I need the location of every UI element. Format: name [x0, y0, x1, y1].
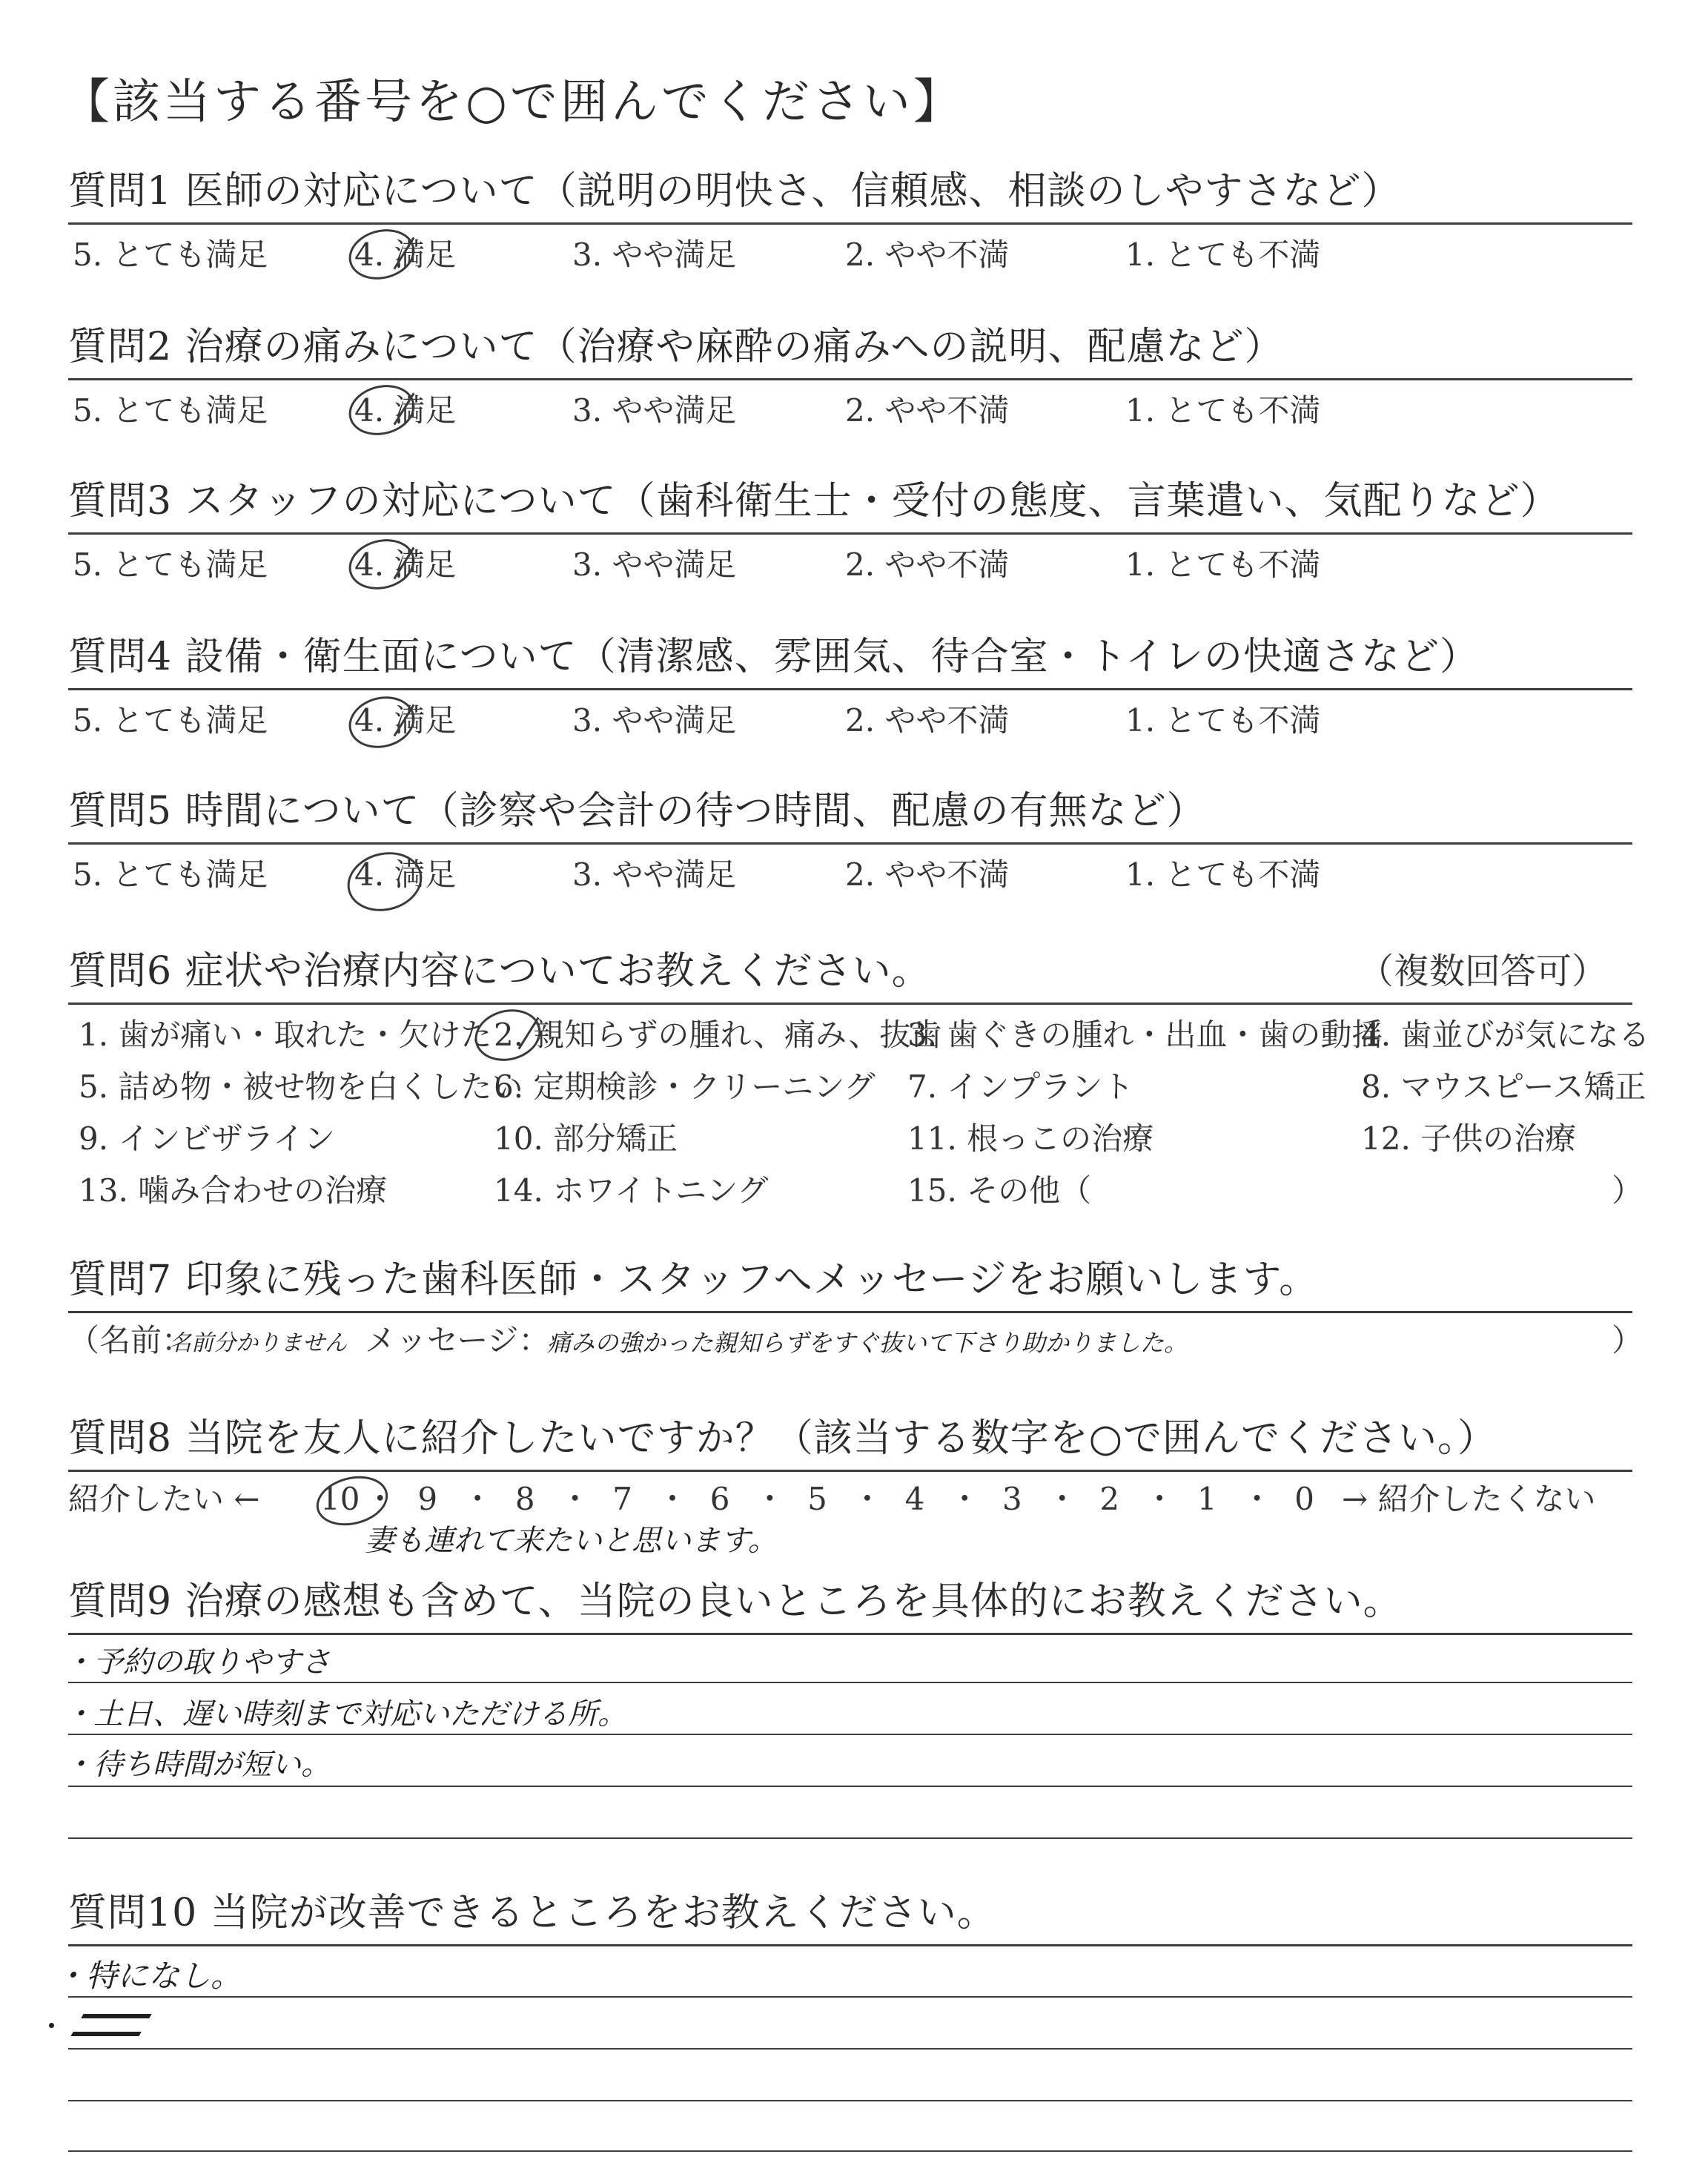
scale-separator: ・: [1144, 1481, 1176, 1517]
divider: [68, 688, 1632, 690]
question-3: [68, 472, 1632, 598]
q5-option-2[interactable]: 2. やや不満: [845, 856, 1010, 893]
divider: [68, 1003, 1632, 1005]
divider: [68, 1944, 1632, 1946]
name-handwritten[interactable]: 名前分かりません: [169, 1330, 347, 1356]
recommend-left-label: 紹介したい ←: [68, 1481, 260, 1517]
question-1: [68, 162, 1632, 288]
q6-option-2[interactable]: 2. 親知らずの腫れ、痛み、抜歯: [494, 1017, 942, 1053]
answer-line-1[interactable]: ・予約の取りやすさ: [64, 1645, 331, 1680]
q6-option-9[interactable]: 9. インビザライン: [79, 1120, 336, 1157]
question-9-heading: 質問9 治療の感想も含めて、当院の良いところを具体的にお教えください。: [68, 1579, 1403, 1624]
q1-option-3[interactable]: 3. やや満足: [572, 237, 737, 273]
q5-option-1[interactable]: 1. とても不満: [1125, 856, 1321, 893]
q3-option-2[interactable]: 2. やや不満: [845, 546, 1010, 583]
q5-option-4[interactable]: 4. 満足: [354, 856, 457, 893]
scale-separator: ・: [657, 1481, 689, 1517]
recommend-score-7[interactable]: 7: [612, 1481, 633, 1517]
q5-option-3[interactable]: 3. やや満足: [572, 856, 737, 893]
question-2-heading: 質問2 治療の痛みについて（治療や麻酔の痛みへの説明、配慮など）: [68, 325, 1284, 369]
q3-option-1[interactable]: 1. とても不満: [1125, 546, 1321, 583]
question-9: [64, 1572, 1632, 1854]
bullet-dot: [49, 2023, 54, 2028]
question-10-heading: 質問10 当院が改善できるところをお教えください。: [68, 1891, 996, 1935]
recommend-score-9[interactable]: 9: [417, 1481, 438, 1517]
recommend-right-label: → 紹介したくない: [1342, 1481, 1596, 1517]
answer-line-3[interactable]: ・待ち時間が短い。: [64, 1748, 331, 1782]
q6-option-4[interactable]: 4. 歯並びが気になる: [1361, 1017, 1650, 1053]
divider: [68, 1311, 1632, 1313]
scale-separator: ・: [949, 1481, 981, 1517]
q6-option-8[interactable]: 8. マウスピース矯正: [1361, 1069, 1646, 1105]
q2-option-3[interactable]: 3. やや満足: [572, 392, 737, 429]
scale-separator: ・: [1241, 1481, 1273, 1517]
divider: [68, 222, 1632, 225]
answer-rule: [68, 1996, 1632, 1998]
question-2: [68, 317, 1632, 443]
question-8: [68, 1409, 1632, 1557]
q6-option-12[interactable]: 12. 子供の治療: [1361, 1120, 1577, 1157]
answer-rule: [68, 1786, 1632, 1787]
form-instruction: 【該当する番号を○で囲んでください】: [62, 75, 964, 130]
q6-option-15-close: ）: [1612, 1172, 1644, 1209]
divider: [68, 1470, 1632, 1472]
q6-option-15[interactable]: 15. その他（: [907, 1172, 1092, 1209]
recommend-score-1[interactable]: 1: [1196, 1481, 1217, 1517]
q6-option-3[interactable]: 3. 歯ぐきの腫れ・出血・歯の動揺: [907, 1017, 1383, 1053]
message-close: ）: [1612, 1322, 1644, 1358]
q4-option-3[interactable]: 3. やや満足: [572, 702, 737, 739]
divider: [68, 532, 1632, 535]
question-7: [68, 1250, 1644, 1361]
q1-option-1[interactable]: 1. とても不満: [1125, 237, 1321, 273]
q1-option-5[interactable]: 5. とても満足: [73, 237, 268, 273]
recommend-score-6[interactable]: 6: [709, 1481, 730, 1517]
question-6: [68, 942, 1650, 1216]
name-label: （名前：: [68, 1322, 193, 1358]
question-6-heading: 質問6 症状や治療内容についてお教えください。: [68, 949, 931, 994]
q1-option-4[interactable]: 4. 満足: [354, 237, 457, 273]
scale-separator: ・: [754, 1481, 786, 1517]
question-5-heading: 質問5 時間について（診察や会計の待つ時間、配慮の有無など）: [68, 789, 1206, 833]
q2-option-5[interactable]: 5. とても満足: [73, 392, 268, 429]
question-1-heading: 質問1 医師の対応について（説明の明快さ、信頼感、相談のしやすさなど）: [68, 169, 1401, 214]
recommend-comment[interactable]: 妻も連れて来たいと思います。: [365, 1524, 778, 1558]
message-label: メッセージ：: [365, 1322, 550, 1358]
recommend-score-2[interactable]: 2: [1099, 1481, 1120, 1517]
scale-separator: ・: [364, 1481, 396, 1517]
multiple-answers-note: （複数回答可）: [1358, 951, 1608, 992]
q6-option-5[interactable]: 5. 詰め物・被せ物を白くしたい: [79, 1069, 523, 1105]
q2-option-1[interactable]: 1. とても不満: [1125, 392, 1321, 429]
answer-rule: [68, 1837, 1632, 1839]
question-8-heading: 質問8 当院を友人に紹介したいですか？（該当する数字を○で囲んでください。）: [68, 1416, 1497, 1461]
message-handwritten[interactable]: 痛みの強かった親知らずをすぐ抜いて下さり助かりました。: [547, 1329, 1188, 1357]
q4-option-4[interactable]: 4. 満足: [354, 702, 457, 739]
q2-option-2[interactable]: 2. やや不満: [845, 392, 1010, 429]
q6-option-7[interactable]: 7. インプラント: [907, 1069, 1134, 1105]
answer-rule: [68, 1734, 1632, 1735]
question-10: [55, 1883, 1632, 2159]
q6-option-6[interactable]: 6. 定期検診・クリーニング: [494, 1069, 875, 1105]
answer-rule: [68, 2100, 1632, 2101]
improvement-line-1[interactable]: ・特になし。: [55, 1958, 242, 1994]
answer-line-2[interactable]: ・土日、遅い時刻まで対応いただける所。: [64, 1697, 627, 1731]
q3-option-4[interactable]: 4. 満足: [354, 546, 457, 583]
answer-rule: [68, 2150, 1632, 2152]
divider: [68, 1633, 1632, 1635]
q5-option-5[interactable]: 5. とても満足: [73, 856, 268, 893]
q4-option-2[interactable]: 2. やや不満: [845, 702, 1010, 739]
crossed-out-scribble: [70, 2014, 151, 2036]
q3-option-5[interactable]: 5. とても満足: [73, 546, 268, 583]
scale-separator: ・: [462, 1481, 494, 1517]
scale-separator: ・: [559, 1481, 591, 1517]
q6-option-10[interactable]: 10. 部分矯正: [494, 1120, 678, 1157]
q2-option-4[interactable]: 4. 満足: [354, 392, 457, 429]
answer-rule: [68, 2048, 1632, 2050]
question-4-heading: 質問4 設備・衛生面について（清潔感、雰囲気、待合室・トイレの快適さなど）: [68, 635, 1479, 679]
answer-rule: [68, 1682, 1632, 1683]
scale-separator: ・: [851, 1481, 883, 1517]
recommend-score-5[interactable]: 5: [807, 1481, 827, 1517]
q6-option-14[interactable]: 14. ホワイトニング: [494, 1172, 769, 1209]
recommend-score-3[interactable]: 3: [1002, 1481, 1022, 1517]
q1-option-2[interactable]: 2. やや不満: [845, 237, 1010, 273]
q6-option-1[interactable]: 1. 歯が痛い・取れた・欠けた: [79, 1017, 492, 1053]
q6-option-11[interactable]: 11. 根っこの治療: [907, 1120, 1154, 1157]
question-3-heading: 質問3 スタッフの対応について（歯科衛生士・受付の態度、言葉遣い、気配りなど）: [68, 479, 1560, 524]
question-7-heading: 質問7 印象に残った歯科医師・スタッフへメッセージをお願いします。: [68, 1258, 1319, 1302]
divider: [68, 378, 1632, 380]
scale-separator: ・: [1046, 1481, 1078, 1517]
question-4: [68, 627, 1632, 753]
q3-option-3[interactable]: 3. やや満足: [572, 546, 737, 583]
divider: [68, 842, 1632, 845]
recommend-score-4[interactable]: 4: [904, 1481, 925, 1517]
q6-option-13[interactable]: 13. 噛み合わせの治療: [79, 1172, 388, 1209]
q4-option-5[interactable]: 5. とても満足: [73, 702, 268, 739]
recommend-scale: [320, 1477, 1343, 1522]
recommend-score-10[interactable]: 10: [320, 1481, 360, 1517]
recommend-score-8[interactable]: 8: [514, 1481, 535, 1517]
question-5: [68, 782, 1632, 915]
recommend-score-0[interactable]: 0: [1294, 1481, 1315, 1517]
q4-option-1[interactable]: 1. とても不満: [1125, 702, 1321, 739]
